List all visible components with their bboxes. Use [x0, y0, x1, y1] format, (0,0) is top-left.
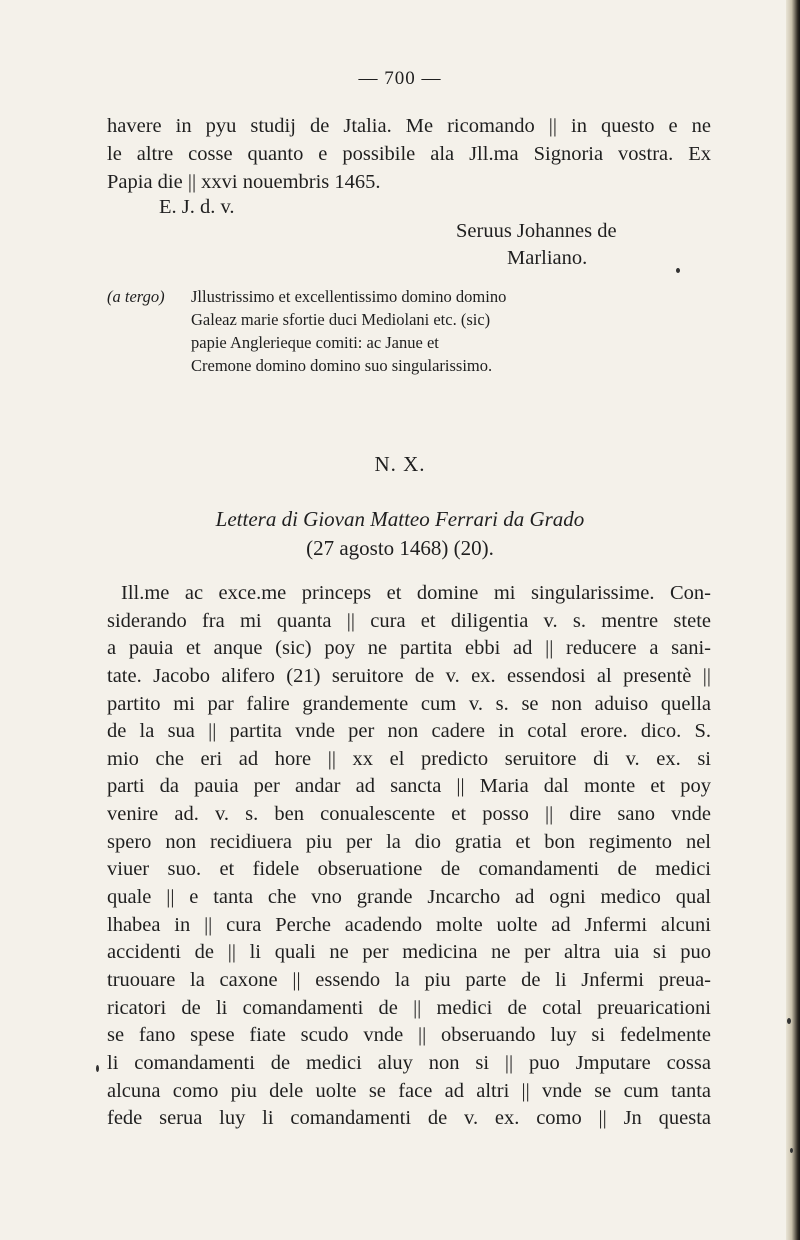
- page-edge-shadow: [786, 0, 800, 1240]
- section-number: N. X.: [374, 452, 426, 476]
- body-line: siderando fra mi quanta || cura et diligentia v. s. mentre stete: [107, 609, 711, 632]
- body-line: accidenti de || li quali ne per medicina ne per altra uia si puo: [107, 941, 711, 964]
- body-line: quale || e tanta che vno grande Jncarcho ad ogni medico qual: [107, 886, 711, 909]
- body-line: de la sua || partita vnde per non cadere in cotal erore. dico. S.: [107, 720, 711, 743]
- signature-line: Seruus Johannes de: [456, 220, 617, 242]
- address-note-line: Cremone domino domino suo singularissimo.: [191, 356, 493, 375]
- body-line: mio che eri ad hore || xx el predicto seruitore di v. ex. si: [107, 747, 711, 770]
- address-note-line: papie Anglerieque comiti: ac Janue et: [191, 333, 439, 352]
- section-date: (27 agosto 1468) (20).: [306, 536, 494, 560]
- body-line: viuer suo. et fidele obseruatione de comandamenti de medici: [107, 858, 711, 881]
- paper-speck: [790, 1148, 793, 1153]
- body-line: se fano spese fiate scudo vnde || obseruando luy si fedelmente: [107, 1024, 711, 1047]
- body-line: truouare la caxone || essendo la piu parte de li Jnfermi preua-: [107, 968, 711, 991]
- body-line: Ill.me ac exce.me princeps et domine mi singularissime. Con-: [121, 582, 711, 604]
- body-line: venire ad. v. s. ben conualescente et posso || dire sano vnde: [107, 803, 711, 826]
- body-line: li comandamenti de medici aluy non si || puo Jmputare cossa: [107, 1051, 711, 1074]
- body-line: a pauia et anque (sic) poy ne partita ebbi ad || reducere a sani-: [107, 637, 711, 660]
- paragraph-line: Papia die || xxvi nouembris 1465.: [107, 171, 381, 193]
- address-note-line: Jllustrissimo et excellentissimo domino domino: [191, 287, 507, 306]
- page-number: — 700 —: [358, 68, 442, 89]
- paper-speck: [676, 268, 680, 273]
- body-line: fede serua luy li comandamenti de v. ex. como || Jn questa: [107, 1107, 711, 1130]
- address-note-line: Galeaz marie sfortie duci Mediolani etc. (sic): [191, 310, 491, 329]
- body-line: alcuna como piu dele uolte se face ad altri || vnde se cum tanta: [107, 1079, 711, 1102]
- body-line: tate. Jacobo alifero (21) seruitore de v. ex. essendosi al presentè ||: [107, 664, 711, 687]
- section-title: Lettera di Giovan Matteo Ferrari da Grado: [215, 507, 585, 531]
- body-line: spero non recidiuera piu per la dio gratia et bon regimento nel: [107, 830, 711, 853]
- body-line: ricatori de li comandamenti de || medici de cotal preuaricationi: [107, 996, 711, 1019]
- paragraph-line: havere in pyu studij de Jtalia. Me ricomando || in questo e ne: [107, 115, 711, 137]
- body-line: parti da pauia per andar ad sancta || Maria dal monte et poy: [107, 775, 711, 798]
- body-line: lhabea in || cura Perche acadendo molte uolte ad Jnfermi alcuni: [107, 913, 711, 936]
- closing-formula: E. J. d. v.: [159, 196, 235, 218]
- body-line: partito mi par falire grandemente cum v. s. se non aduiso quella: [107, 692, 711, 715]
- paper-speck: [96, 1065, 99, 1072]
- letter-body: [107, 580, 711, 1133]
- paper-speck: [787, 1018, 791, 1024]
- address-note-label: (a tergo): [107, 287, 165, 306]
- signature-line: Marliano.: [507, 247, 588, 269]
- paragraph-line: le altre cosse quanto e possibile ala Jll.ma Signoria vostra. Ex: [107, 143, 711, 165]
